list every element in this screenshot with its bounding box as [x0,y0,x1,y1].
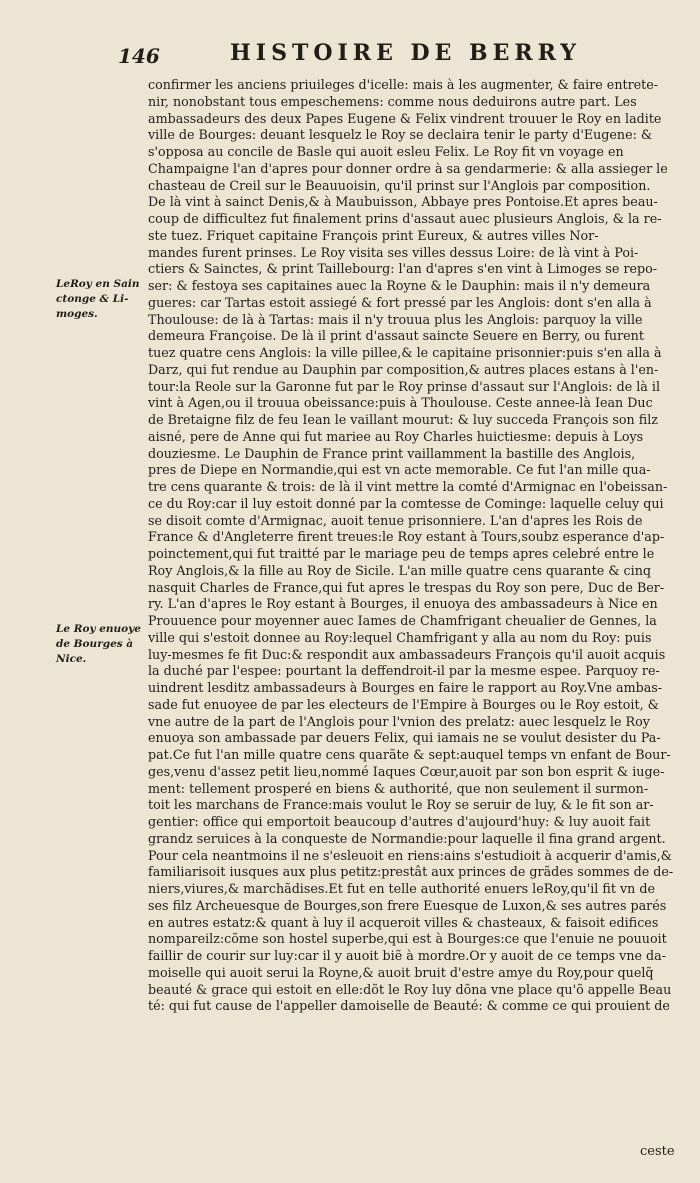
text-line: ambassadeurs des deux Papes Eugene & Felix vindrent trouuer le Roy en ladite [148,110,662,126]
text-line: luy-mesmes fe fit Duc:& respondit aux ambassadeurs François qu'il auoit acquis [148,646,666,662]
text-line: nir, nonobstant tous empeschemens: comme nous deduirons autre part. Les [148,93,637,109]
text-line: la duché par l'espee: pourtant la deffendroit-il par la mesme espee. Parquoy re- [148,663,660,679]
margin-note-line: LeRoy en Sain [56,278,140,290]
text-line: Darz, qui fut rendue au Dauphin par composition,& autres places estans à l'en- [148,361,659,377]
text-line: Prouuence pour moyenner auec Iames de Chamfrigant cheualier de Gennes, la [148,613,657,628]
text-line: en autres estatz:& quant à luy il acqueroit villes & chasteaux, & faisoit edifices [148,914,659,930]
text-line: moiselle qui auoit serui la Royne,& auoit bruit d'estre amye du Roy,pour quelq̃ [148,964,654,980]
text-line: grandz seruices à la conqueste de Normandie:pour laquelle il fina grand argent. [148,830,666,846]
text-line: pat.Ce fut l'an mille quatre cens quarãte & sept:auquel temps vn enfant de Bour- [148,747,671,762]
catchword: ceste [640,1144,675,1159]
text-line: vint à Agen,ou il trouua obeissance:puis à Thoulouse. Ceste annee-là Iean Duc [148,395,653,411]
text-line: ser: & festoya ses capitaines auec la Royne & le Dauphin: mais il n'y demeura [148,278,651,293]
margin-note-saintonge [56,277,146,322]
page-header [0,40,700,72]
text-line: beauté & grace qui estoit en elle:dõt le Roy luy dõna vne place qu'õ appelle Beau [148,981,672,997]
text-line: enuoya son ambassade par deuers Felix, qui iamais ne se voulut desister du Pa- [148,730,661,746]
margin-note-nice [56,622,146,667]
text-line: gueres: car Tartas estoit assiegé & fort pressé par les Anglois: dont s'en alla à [148,294,652,310]
text-line: aisné, pere de Anne qui fut mariee au Roy Charles huictiesme: depuis à Loys [148,428,644,444]
text-line: toit les marchans de France:mais voulut le Roy se seruir de luy, & le fit son ar- [148,797,654,813]
text-line: ment: tellement prosperé en biens & authorité, que non seulement il surmon- [148,780,649,796]
text-line: France & d'Angleterre firent treues:le Roy estant à Tours,soubz esperance d'ap- [148,529,665,545]
text-line: Roy Anglois,& la fille au Roy de Sicile. L'an mille quatre cens quarante & cinq [148,562,652,578]
text-line: ste tuez. Friquet capitaine François print Eureux, & autres villes Nor- [148,227,599,243]
page-number: 146 [118,44,160,68]
text-line: ville qui s'estoit donnee au Roy:lequel Chamfrigant y alla au nom du Roy: puis [148,629,652,645]
margin-note-line: de Bourges à [56,638,134,650]
text-line: sade fut enuoyee de par les electeurs de l'Empire à Bourges ou le Roy estoit, & [148,696,659,712]
text-line: tuez quatre cens Anglois: la ville pillee,& le capitaine prisonnier:puis s'en alla à [148,345,662,360]
text-line: gentier: office qui emportoit beaucoup d'autres d'aujourd'huy: & luy auoit fait [148,814,651,829]
text-line: vne autre de la part de l'Anglois pour l'vnion des prelatz: auec lesquelz le Roy [148,713,650,729]
text-line: nompareilz:cõme son hostel superbe,qui est à Bourges:ce que l'enuie ne pouuoit [148,931,667,947]
text-line: De là vint à sainct Denis,& à Maubuisson, Abbaye pres Pontoise.Et apres beau- [148,194,658,210]
text-line: Pour cela neantmoins il ne s'esleuoit en riens:ains s'estudioit à acquerir d'amis,& [148,847,672,863]
text-line: ges,venu d'assez petit lieu,nommé Iaques Cœur,auoit par son bon esprit & iuge- [148,763,665,779]
margin-note-line: Le Roy enuoye [56,623,141,635]
text-line: tre cens quarante & trois: de là il vint mettre la comté d'Armignac en l'obeissan- [148,479,668,494]
text-line: se disoit comte d'Armignac, auoit tenue prisonniere. L'an d'apres les Rois de [148,512,643,528]
text-line: s'opposa au concile de Basle qui auoit esleu Felix. Le Roy fit vn voyage en [148,144,624,159]
margin-note-line: ctonge & Li- [56,293,129,305]
text-line: de Bretaigne filz de feu Iean le vaillant mourut: & luy succeda François son filz [148,412,658,427]
text-line: douziesme. Le Dauphin de France print vaillamment la bastille des Anglois, [148,445,636,461]
text-line: uindrent lesditz ambassadeurs à Bourges en faire le rapport au Roy.Vne ambas- [148,680,663,695]
text-line: faillir de courir sur luy:car il y auoit biẽ à mordre.Or y auoit de ce temps vne da- [148,948,667,963]
running-head: HISTOIRE DE BERRY [230,40,581,66]
text-line: Champaigne l'an d'apres pour donner ordre à sa gendarmerie: & alla assieger le [148,160,668,176]
text-line: chasteau de Creil sur le Beauuoisin, qu'il prinst sur l'Anglois par composition. [148,177,651,193]
text-line: pres de Diepe en Normandie,qui est vn acte memorable. Ce fut l'an mille qua- [148,462,651,478]
text-line: confirmer les anciens priuileges d'icelle: mais à les augmenter, & faire entrete- [148,77,659,92]
text-line: niers,viures,& marchãdises.Et fut en telle authorité enuers leRoy,qu'il fit vn de [148,881,655,896]
text-line: coup de difficultez fut finalement prins d'assaut auec plusieurs Anglois, & la re- [148,211,662,226]
text-line: té: qui fut cause de l'appeller damoiselle de Beauté: & comme ce qui prouient de [148,998,670,1014]
margin-note-line: moges. [56,308,98,320]
text-line: ce du Roy:car il luy estoit donné par la comtesse de Cominge: laquelle celuy qui [148,495,664,511]
text-line: ses filz Archeuesque de Bourges,son frere Euesque de Luxon,& ses autres parés [148,897,667,913]
text-line: familiarisoit iusques aux plus petitz:prestât aux princes de grãdes sommes de de- [148,864,674,880]
text-line: ctiers & Sainctes, & print Taillebourg: l'an d'apres s'en vint à Limoges se repo- [148,261,658,277]
text-line: ry. L'an d'apres le Roy estant à Bourges, il enuoya des ambassadeurs à Nice en [148,596,658,612]
text-line: nasquit Charles de France,qui fut apres le trespas du Roy son pere, Duc de Ber- [148,579,665,595]
text-line: ville de Bourges: deuant lesquelz le Roy se declaira tenir le party d'Eugene: & [148,127,653,143]
text-line: tour:la Reole sur la Garonne fut par le Roy prinse d'assaut sur l'Anglois: de là il [148,378,661,394]
text-line: Thoulouse: de là à Tartas: mais il n'y trouua plus les Anglois: parquoy la ville [148,311,643,327]
body-text [148,77,678,1015]
text-line: poinctement,qui fut traitté par le mariage peu de temps apres celebré entre le [148,546,655,561]
margin-note-line: Nice. [56,653,87,665]
text-line: demeura Françoise. De là il print d'assaut saincte Seuere en Berry, ou furent [148,328,644,344]
text-line: mandes furent prinses. Le Roy visita ses villes dessus Loire: de là vint à Poi- [148,244,639,260]
